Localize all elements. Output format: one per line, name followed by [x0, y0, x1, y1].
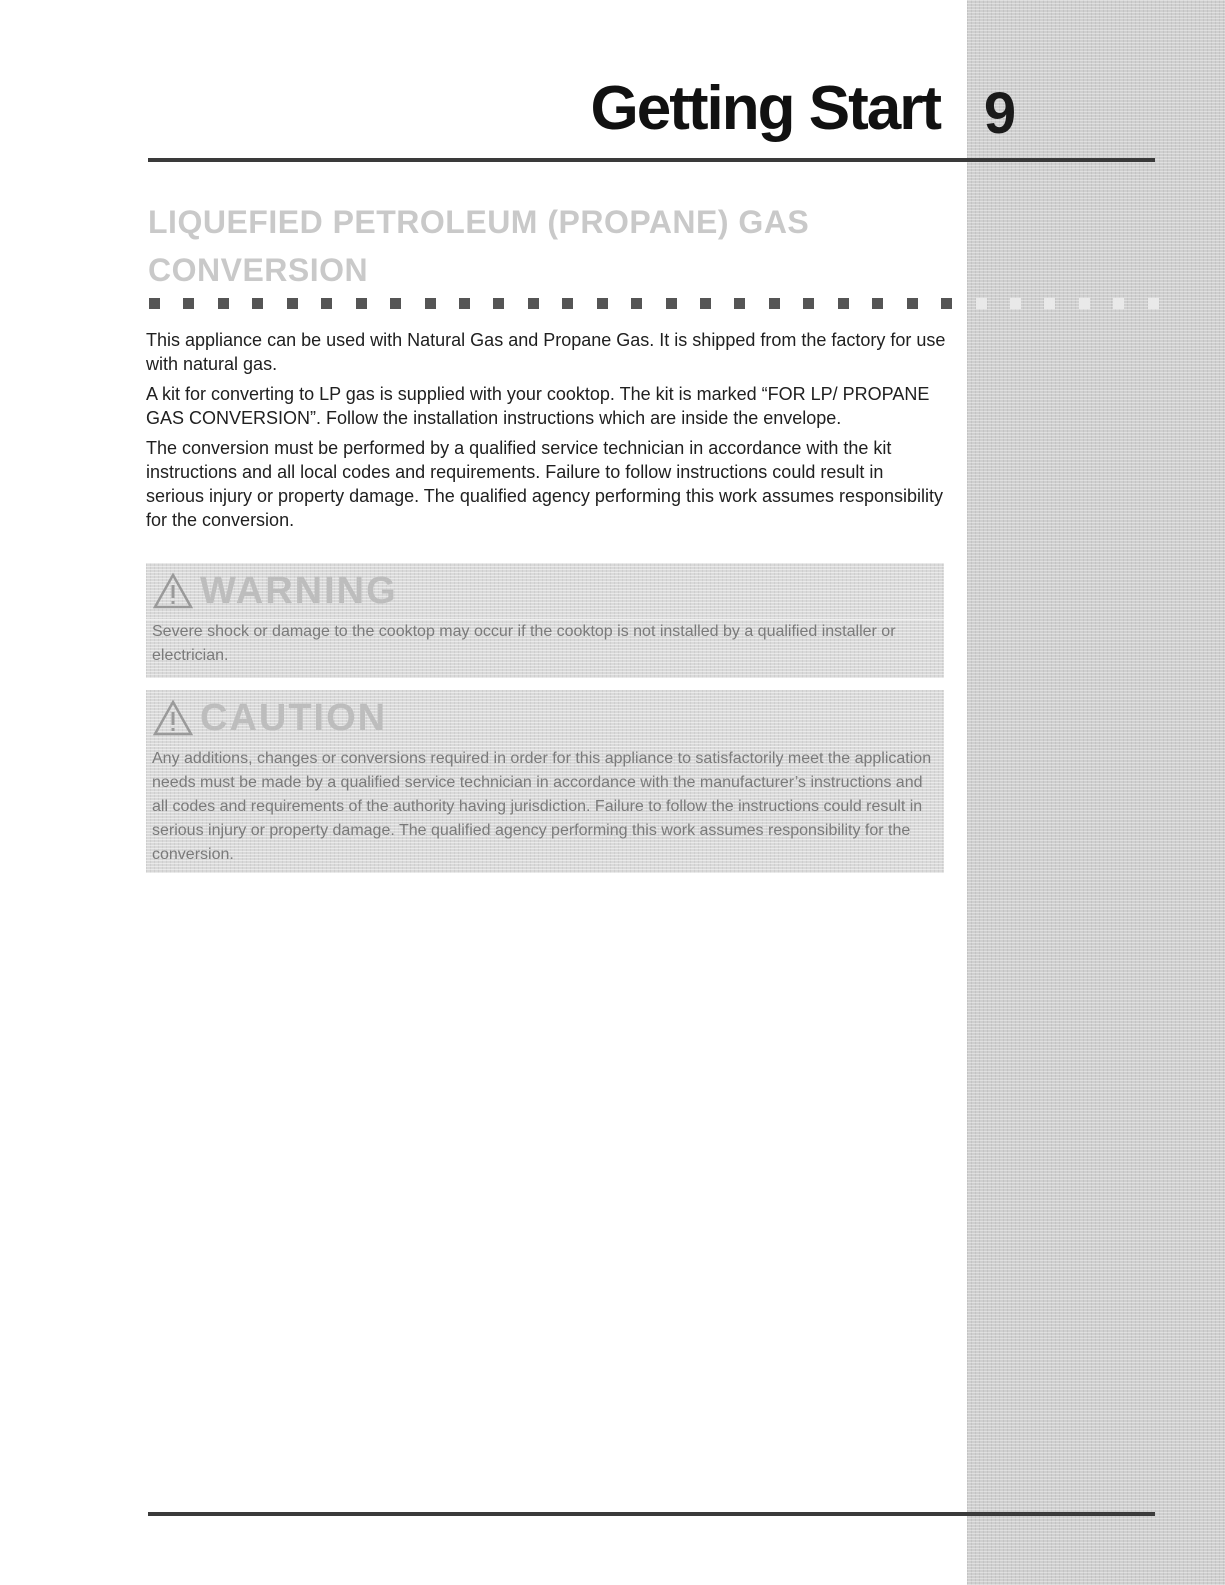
caution-label: CAUTION [200, 696, 388, 739]
caution-heading [146, 690, 944, 746]
decorative-square-divider [149, 298, 1159, 310]
page-number: 9 [983, 81, 1017, 146]
warning-heading [146, 563, 944, 619]
header-divider [148, 158, 1155, 162]
caution-box [146, 690, 944, 873]
caution-text: Any additions, changes or conversions required in order for this appliance to satisfactorily meet the application needs must be made by a qualified service technician in accordance with the manufacturer’s instructions and all codes and requirements of the authority having jurisdiction. Failure to follow the instructions could result in serious injury or property damage. The qualified agency performing this work assumes responsibility for the conversion. [146, 746, 944, 867]
page-header-title: Getting Start [590, 74, 940, 143]
warning-triangle-icon [152, 572, 194, 610]
paragraph: The conversion must be performed by a qualified service technician in accordance with the kit instructions and all local codes and requirements. Failure to follow instructions could result in serious injury or property damage. The qualified agency performing this work assumes responsibility for the conversion. [146, 438, 944, 530]
paragraph: This appliance can be used with Natural Gas and Propane Gas. It is shipped from the factory for use with natural gas. [146, 330, 946, 374]
warning-triangle-icon [152, 699, 194, 737]
warning-box [146, 563, 944, 678]
side-tab-panel [967, 0, 1225, 1585]
warning-text: Severe shock or damage to the cooktop may occur if the cooktop is not installed by a qualified installer or electrician. [146, 619, 944, 668]
section-title: LIQUEFIED PETROLEUM (PROPANE) GAS CONVERSION [148, 204, 810, 288]
warning-label: WARNING [200, 569, 398, 612]
paragraph: A kit for converting to LP gas is supplied with your cooktop. The kit is marked “FOR LP/ PROPANE GAS CONVERSION”. Follow the installation instructions which are inside the envelope. [146, 384, 930, 428]
body-text [146, 328, 946, 538]
footer-divider [148, 1512, 1155, 1516]
